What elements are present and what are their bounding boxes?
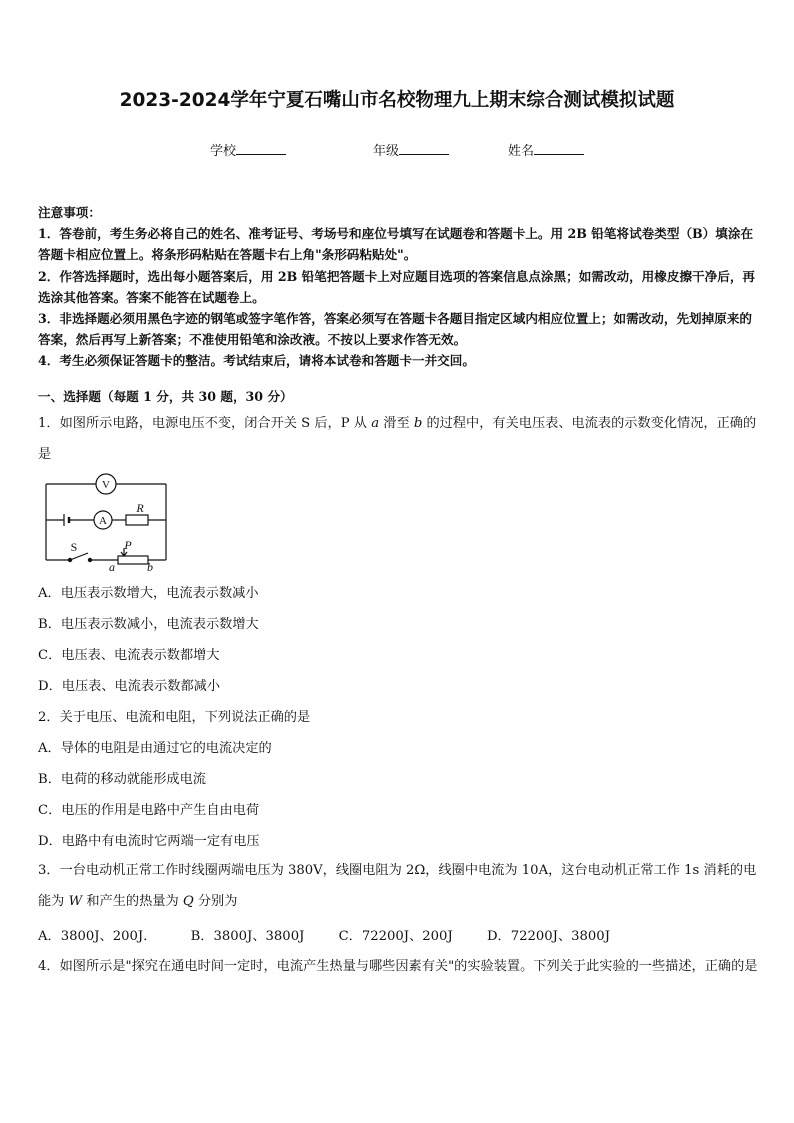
q2-option: D．电路中有电流时它两端一定有电压 [38, 834, 260, 849]
q1-stem-part: 滑至 [379, 416, 414, 431]
rheostat-end-a: a [109, 560, 115, 572]
grade-label: 年级 [373, 144, 400, 159]
school-label: 学校 [210, 144, 237, 159]
q1-option: D．电压表、电流表示数都减小 [38, 679, 221, 694]
notice-item: 4．考生必须保证答题卡的整洁。考试结束后，请将本试卷和答题卡一并交回。 [38, 353, 475, 369]
q3-option: D．72200J、3800J [486, 929, 610, 944]
q3-option: B．3800J、3800J [190, 929, 305, 944]
name-field [508, 140, 584, 159]
switch-icon [70, 553, 88, 560]
q3-option: C．72200J、200J [338, 929, 453, 944]
q1-option: B．电压表示数减小，电流表示数增大 [38, 617, 259, 632]
notice-item: 3．非选择题必须用黑色字迹的钢笔或签字笔作答，答案必须写在答题卡各题目指定区域内相应位置上；如需改动，先划掉原来的答案，然后再写上新答案；不准使用铅笔和涂改液。不按以上要求作答无效。 [38, 311, 753, 348]
grade-field [373, 140, 449, 159]
q4-stem-text: 4．如图所示是"探究在通电时间一定时，电流产生热量与哪些因素有关"的实验装置。下列关于此实验的一些描述，正确的是 [38, 959, 758, 974]
q1-stem-part: 的过程中，有关电压表、电流表的示数变化情况，正确的是 [38, 416, 757, 462]
q1-option: A．电压表示数增大，电流表示数减小 [38, 586, 259, 601]
question-2-stem: 2．关于电压、电流和电阻，下列说法正确的是 [38, 710, 311, 725]
q2-option: A．导体的电阻是由通过它的电流决定的 [38, 741, 272, 756]
q3-stem-part: 3．一台电动机正常工作时线圈两端电压为 380V，线圈电阻为 2Ω，线圈中电流为 10A，这台电动机正常工作 1s 消耗的电能为 [38, 863, 757, 909]
section-heading: 一、选择题（每题 1 分，共 30 题，30 分） [38, 389, 293, 404]
notice-item: 1．答卷前，考生务必将自己的姓名、准考证号、考场号和座位号填写在试题卷和答题卡上。用 2B 铅笔将试卷类型（B）填涂在答题卡相应位置上。将条形码粘贴在答题卡右上角"条形码粘贴处"。 [38, 226, 754, 263]
rheostat-end-b: b [147, 560, 153, 572]
slider-label: P [124, 538, 132, 552]
q3-stem-part: 和产生的热量为 [82, 893, 183, 909]
notice-item: 2．作答选择题时，选出每小题答案后，用 2B 铅笔把答题卡上对应题目选项的答案信息点涂黑；如需改动，用橡皮擦干净后，再选涂其他答案。答案不能答在试题卷上。 [38, 268, 756, 305]
resistor-label: R [136, 501, 144, 515]
q3-option: A．3800J、200J． [38, 929, 157, 944]
q1-stem-part: 1．如图所示电路，电源电压不变，闭合开关 S 后，P 从 [38, 416, 372, 431]
name-blank [534, 142, 584, 155]
q3-stem-part: 分别为 [193, 893, 238, 909]
school-blank [236, 142, 286, 155]
page-title: 2023-2024学年宁夏石嘴山市名校物理九上期末综合测试模拟试题 [119, 90, 675, 111]
question-3-stem [38, 856, 760, 917]
name-label: 姓名 [508, 144, 535, 159]
resistor-icon [126, 515, 148, 525]
q1-var-b: b [413, 416, 423, 431]
circuit-diagram [40, 472, 180, 572]
q2-option: C．电压的作用是电路中产生自由电荷 [38, 803, 260, 818]
school-field [210, 140, 286, 159]
switch-label: S [70, 540, 78, 554]
q1-var-a: a [371, 416, 380, 431]
grade-blank [399, 142, 449, 155]
notice-heading: 注意事项： [38, 205, 101, 220]
q3-options-row [38, 925, 640, 944]
question-1-stem [38, 409, 760, 470]
q1-option: C．电压表、电流表示数都增大 [38, 648, 220, 663]
question-4-stem [38, 952, 760, 983]
q3-var-w: W [68, 893, 83, 909]
q3-var-q: Q [182, 893, 194, 909]
q2-option: B．电荷的移动就能形成电流 [38, 772, 206, 787]
voltmeter-label: V [102, 479, 110, 491]
notice-block [38, 202, 760, 372]
rheostat-icon [118, 556, 148, 564]
ammeter-label: A [99, 515, 107, 527]
